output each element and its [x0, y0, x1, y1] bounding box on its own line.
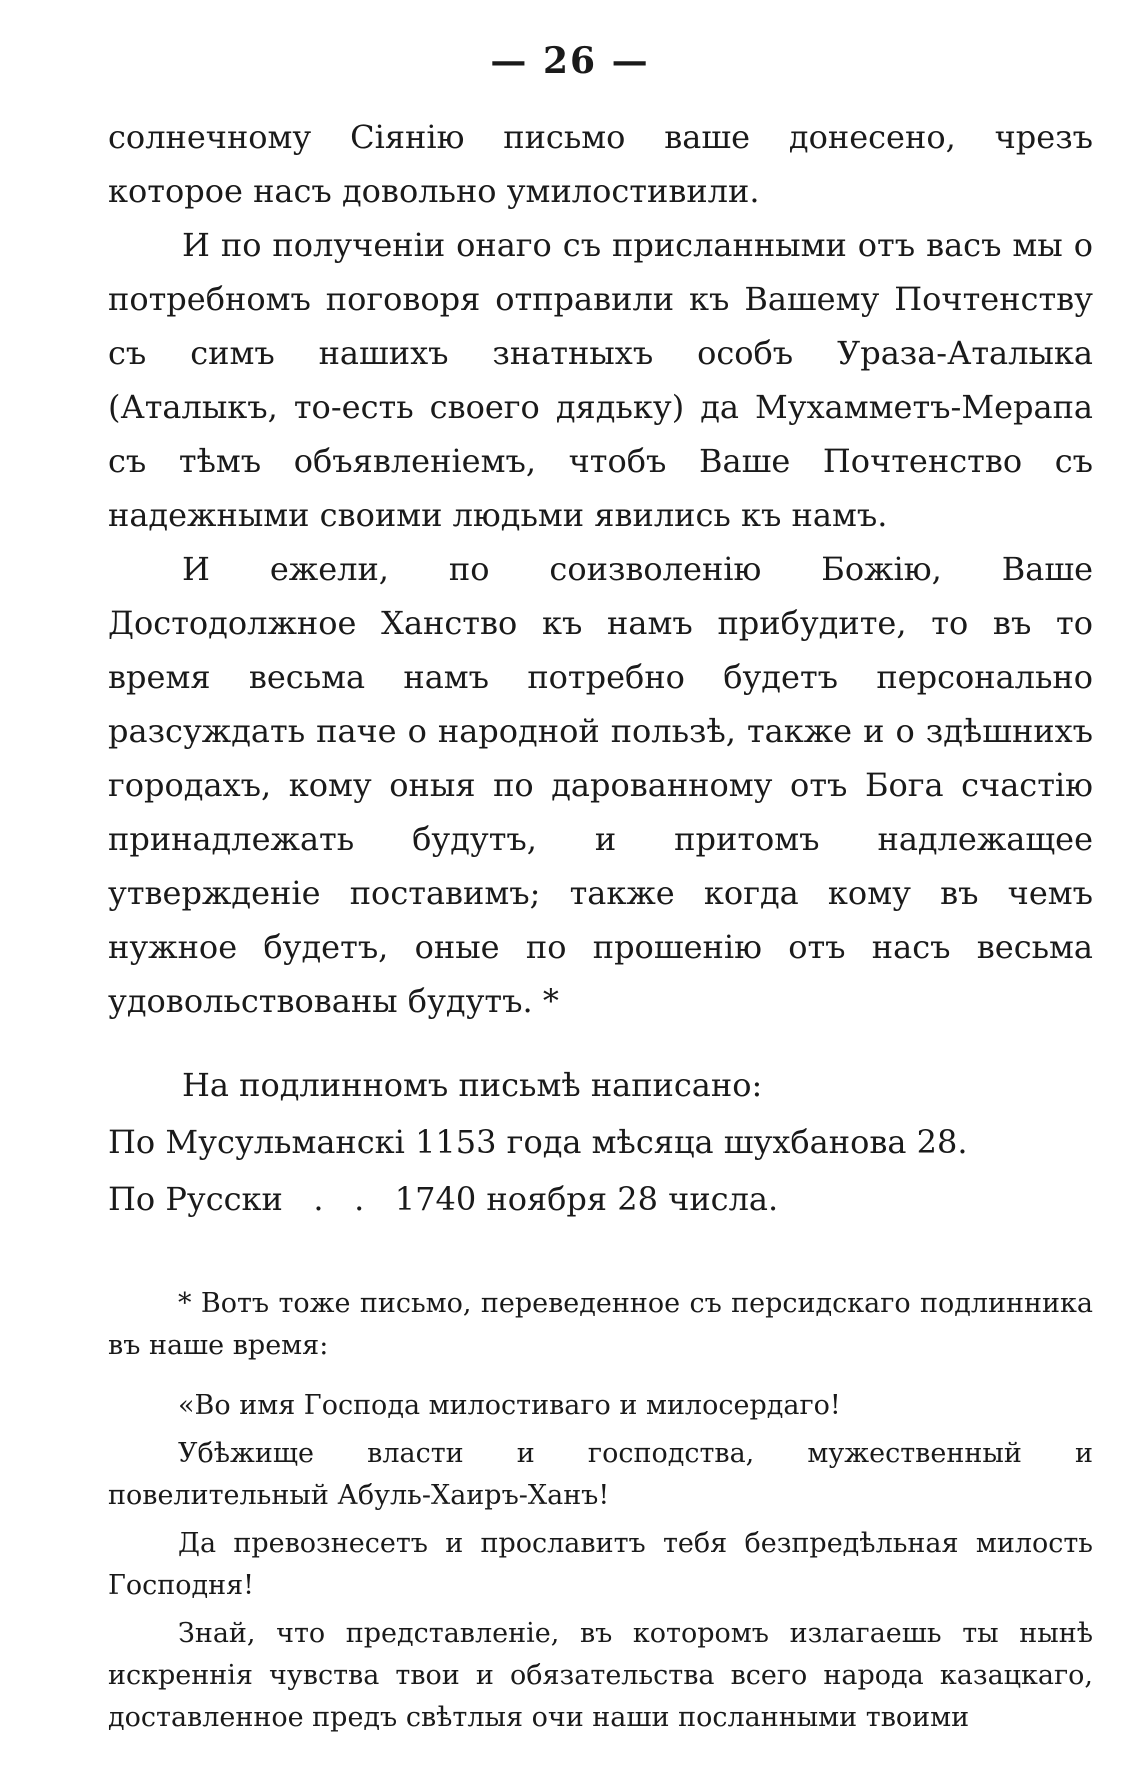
- page-number: — 26 —: [490, 40, 650, 82]
- signature-block: [108, 1057, 1093, 1228]
- footnote-paragraph: Убѣжище власти и господства, мужественный и повелительный Абуль-Хаиръ-Ханъ!: [108, 1438, 1093, 1511]
- footnote-paragraph: Да превознесетъ и прославитъ тебя безпредѣльная милость Господня!: [108, 1528, 1093, 1601]
- main-paragraph: И ежели, по соизволенiю Божiю, Ваше Достодолжное Ханство къ намъ прибудите, то въ то время весьма намъ потребно будетъ персонально разсуждать паче о народной пользѣ, также и о здѣшнихъ городахъ, кому оныя по дарованному отъ Бога счастiю принадлежать будутъ, и притомъ надлежащее утвержденiе поставимъ; также когда кому въ чемъ нужное будетъ, оные по прошенiю отъ насъ весьма удовольствованы будутъ. *: [108, 550, 1093, 1020]
- footnote-paragraph: «Во имя Господа милостиваго и милосердаго!: [178, 1390, 841, 1421]
- signature-caption: На подлинномъ письмѣ написано:: [182, 1066, 763, 1104]
- main-paragraph: И по полученiи онаго съ присланными отъ васъ мы о потребномъ поговоря отправили къ Вашему Почтенству съ симъ нашихъ знатныхъ особъ Ураза-Аталыка (Аталыкъ, то-есть своего дядьку) да Мухамметъ-Мерапа съ тѣмъ объявленiемъ, чтобъ Ваше Почтенство съ надежными своими людьми явились къ намъ.: [108, 226, 1093, 534]
- footnote-paragraph: Знай, что представленiе, въ которомъ излагаешь ты нынѣ искреннiя чувства твои и обязательства всего народа казацкаго, доставленное предъ свѣтлыя очи наши посланными твоими: [108, 1618, 1093, 1733]
- main-text: [108, 110, 1093, 1028]
- main-paragraph: солнечному Сiянiю письмо ваше донесено, чрезъ которое насъ довольно умилостивили.: [108, 118, 1093, 210]
- signature-date-russian: По Русски . . 1740 ноября 28 числа.: [108, 1180, 779, 1218]
- signature-date-muslim: По Мусульманскi 1153 года мѣсяца шухбанова 28.: [108, 1123, 968, 1161]
- footnote: [108, 1283, 1093, 1739]
- footnote-intro: * Вотъ тоже письмо, переведенное съ персидскаго подлинника въ наше время:: [108, 1288, 1093, 1361]
